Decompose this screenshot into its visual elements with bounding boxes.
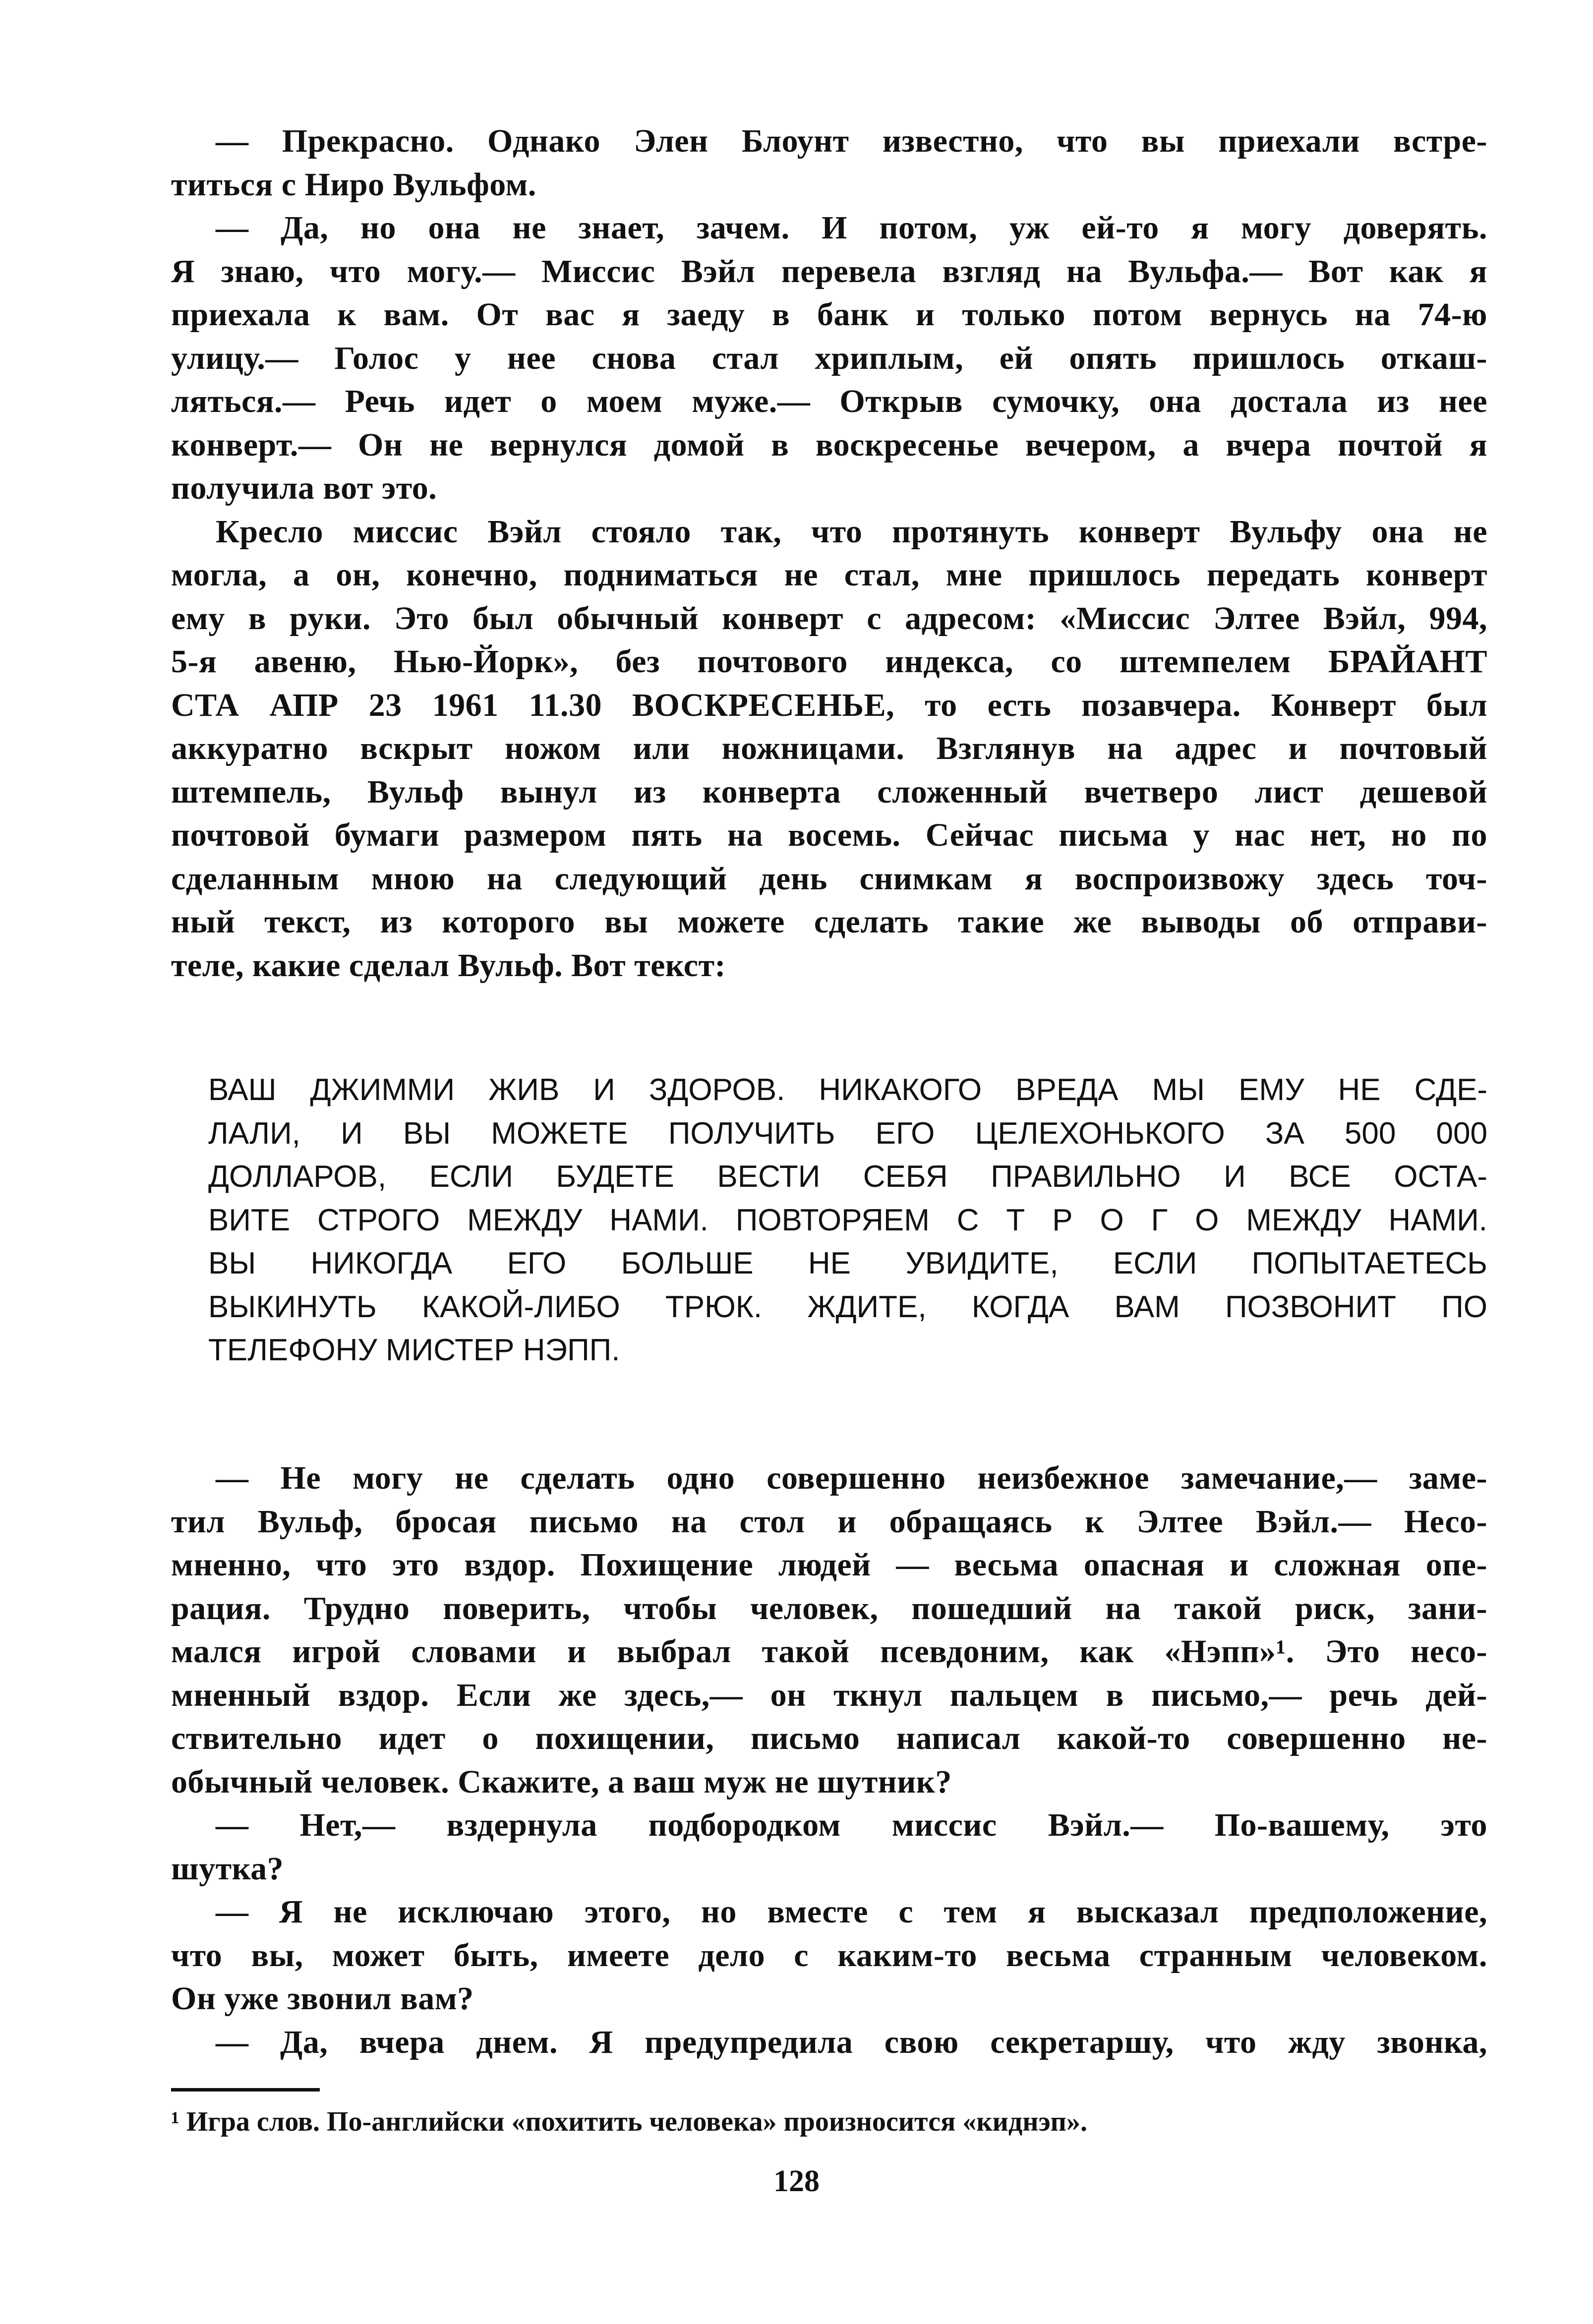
text-line: шутка?: [171, 1850, 284, 1887]
paragraph: [171, 2021, 1487, 2064]
text-line: ДОЛЛАРОВ, ЕСЛИ БУДЕТЕ ВЕСТИ СЕБЯ ПРАВИЛЬНО И ВСЕ ОСТА-: [208, 1160, 1487, 1194]
text-line: ный текст, из которого вы можете сделать такие же выводы об отправи-: [171, 904, 1487, 940]
text-line: улицу.— Голос у нее снова стал хриплым, ей опять пришлось откаш-: [171, 340, 1487, 376]
text-line: мался игрой словами и выбрал такой псевдоним, как «Нэпп»¹. Это несо-: [171, 1633, 1487, 1670]
text-line: Он уже звонил вам?: [171, 1980, 474, 2017]
text-line: ВИТЕ СТРОГО МЕЖДУ НАМИ. ПОВТОРЯЕМ С Т Р О Г О МЕЖДУ НАМИ.: [208, 1203, 1487, 1237]
footnote: ¹ Игра слов. По-английски «похитить человека» произносится «киднэп».: [171, 2106, 1087, 2137]
text-line: ВЫ НИКОГДА ЕГО БОЛЬШЕ НЕ УВИДИТЕ, ЕСЛИ ПОПЫТАЕТЕСЬ: [208, 1246, 1487, 1280]
text-line: Кресло миссис Вэйл стояло так, что протянуть конверт Вульфу она не: [216, 513, 1487, 550]
text-line: что вы, может быть, имеете дело с каким-то весьма странным человеком.: [171, 1937, 1487, 1974]
footnote-divider: [171, 2088, 320, 2092]
text-line: СТА АПР 23 1961 11.30 ВОСКРЕСЕНЬЕ, то есть позавчера. Конверт был: [171, 687, 1487, 723]
text-line: мненно, что это вздор. Похищение людей — весьма опасная и сложная опе-: [171, 1547, 1487, 1583]
text-line: ЛАЛИ, И ВЫ МОЖЕТЕ ПОЛУЧИТЬ ЕГО ЦЕЛЕХОНЬКОГО ЗА 500 000: [208, 1116, 1487, 1151]
text-line: сделанным мною на следующий день снимкам я воспроизвожу здесь точ-: [171, 860, 1487, 897]
text-line: — Не могу не сделать одно совершенно неизбежное замечание,— заме-: [216, 1460, 1487, 1496]
text-line: титься с Ниро Вульфом.: [171, 166, 536, 203]
text-line: тил Вульф, бросая письмо на стол и обращаясь к Элтее Вэйл.— Несо-: [171, 1503, 1487, 1540]
page-number: 128: [773, 2164, 820, 2198]
text-line: ляться.— Речь идет о моем муже.— Открыв сумочку, она достала из нее: [171, 383, 1487, 419]
main-text: [171, 119, 1487, 987]
text-line: — Нет,— вздернула подбородком миссис Вэйл.— По-вашему, это: [216, 1807, 1487, 1843]
text-line: штемпель, Вульф вынул из конверта сложенный вчетверо лист дешевой: [171, 773, 1487, 810]
paragraph: [171, 1456, 1487, 1803]
paragraph: [171, 206, 1487, 510]
text-line: мненный вздор. Если же здесь,— он ткнул пальцем в письмо,— речь дей-: [171, 1677, 1487, 1713]
text-line: 5-я авеню, Нью-Йорк», без почтового индекса, со штемпелем БРАЙАНТ: [171, 643, 1487, 680]
text-line: ВАШ ДЖИММИ ЖИВ И ЗДОРОВ. НИКАКОГО ВРЕДА МЫ ЕМУ НЕ СДЕ-: [208, 1073, 1487, 1107]
text-line: ему в руки. Это был обычный конверт с адресом: «Миссис Элтее Вэйл, 994,: [171, 600, 1487, 637]
text-line: конверт.— Он не вернулся домой в воскресенье вечером, а вчера почтой я: [171, 426, 1487, 463]
text-line: рация. Трудно поверить, чтобы человек, пошедший на такой риск, зани-: [171, 1590, 1487, 1627]
text-line: ствительно идет о похищении, письмо написал какой-то совершенно не-: [171, 1720, 1487, 1756]
paragraph: [171, 119, 1487, 206]
ransom-letter-text: [208, 1068, 1487, 1372]
text-line: приехала к вам. От вас я заеду в банк и только потом вернусь на 74-ю: [171, 296, 1487, 333]
text-line: — Я не исключаю этого, но вместе с тем я высказал предположение,: [216, 1894, 1487, 1930]
paragraph: [171, 1803, 1487, 1890]
text-line: — Да, но она не знает, зачем. И потом, уж ей-то я могу доверять.: [216, 210, 1487, 246]
paragraph: [208, 1068, 1487, 1372]
text-line: — Прекрасно. Однако Элен Блоунт известно, что вы приехали встре-: [216, 123, 1487, 159]
paragraph: [171, 510, 1487, 988]
text-line: аккуратно вскрыт ножом или ножницами. Взглянув на адрес и почтовый: [171, 730, 1487, 766]
paragraph: [171, 1890, 1487, 2021]
text-line: могла, а он, конечно, подниматься не стал, мне пришлось передать конверт: [171, 557, 1487, 593]
text-line: получила вот это.: [171, 470, 437, 506]
text-line: почтовой бумаги размером пять на восемь. Сейчас письма у нас нет, но по: [171, 817, 1487, 853]
dialogue-text: [171, 1456, 1487, 2064]
text-line: ТЕЛЕФОНУ МИСТЕР НЭПП.: [208, 1333, 620, 1367]
text-line: ВЫКИНУТЬ КАКОЙ-ЛИБО ТРЮК. ЖДИТЕ, КОГДА ВАМ ПОЗВОНИТ ПО: [208, 1289, 1487, 1324]
text-line: теле, какие сделал Вульф. Вот текст:: [171, 947, 726, 984]
text-line: — Да, вчера днем. Я предупредила свою секретаршу, что жду звонка,: [216, 2024, 1487, 2060]
text-line: Я знаю, что могу.— Миссис Вэйл перевела взгляд на Вульфа.— Вот как я: [171, 253, 1487, 290]
text-line: обычный человек. Скажите, а ваш муж не шутник?: [171, 1763, 952, 1800]
